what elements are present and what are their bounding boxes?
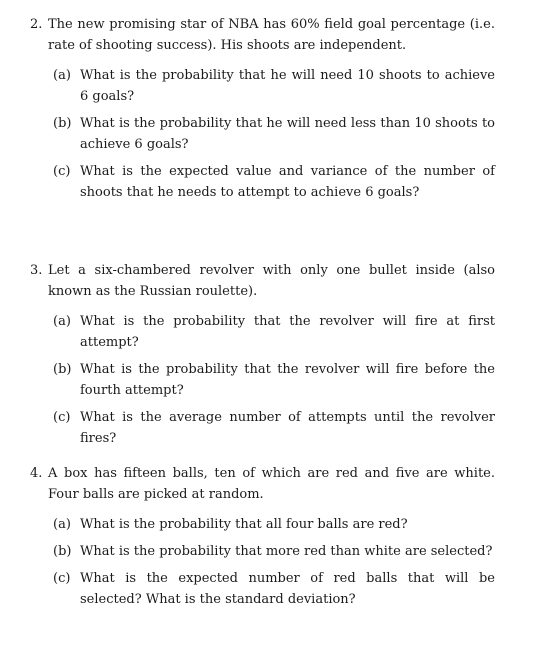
part-text: What is the probability that more red than white are selected?	[80, 544, 493, 559]
part-c	[53, 161, 495, 203]
part-text: What is the probability that the revolver will fire at first attempt?	[80, 314, 495, 350]
problem-parts	[30, 65, 495, 203]
problem-parts	[30, 311, 495, 449]
part-text: What is the average number of attempts until the revolver fires?	[80, 410, 495, 446]
problem-statement	[30, 260, 495, 302]
part-text: What is the expected value and variance of the number of shoots that he needs to attempt to achieve 6 goals?	[80, 164, 495, 200]
part-text: What is the probability that the revolver will fire before the fourth attempt?	[80, 362, 495, 398]
problem-4	[30, 463, 495, 616]
part-a	[53, 514, 495, 535]
problem-text: A box has fifteen balls, ten of which are red and five are white. Four balls are picked at random.	[48, 466, 495, 502]
part-a	[53, 311, 495, 353]
part-label: (c)	[53, 410, 71, 425]
part-label: (a)	[53, 314, 71, 329]
problem-number: 4.	[30, 466, 43, 481]
problem-3	[30, 260, 495, 455]
part-label: (a)	[53, 68, 71, 83]
problem-statement	[30, 14, 495, 56]
part-c	[53, 407, 495, 449]
part-a	[53, 65, 495, 107]
part-label: (a)	[53, 517, 71, 532]
part-b	[53, 113, 495, 155]
problem-number: 2.	[30, 17, 43, 32]
problem-parts	[30, 514, 495, 610]
part-text: What is the probability that all four balls are red?	[80, 517, 408, 532]
problem-text: Let a six-chambered revolver with only one bullet inside (also known as the Russian roulette).	[48, 263, 495, 299]
part-label: (b)	[53, 362, 72, 377]
part-c	[53, 568, 495, 610]
part-label: (b)	[53, 544, 72, 559]
problem-2	[30, 14, 495, 209]
problem-number: 3.	[30, 263, 43, 278]
part-label: (c)	[53, 571, 71, 586]
part-text: What is the expected number of red balls that will be selected? What is the standard deviation?	[80, 571, 495, 607]
part-b	[53, 541, 495, 562]
part-text: What is the probability that he will need 10 shoots to achieve 6 goals?	[80, 68, 495, 104]
part-label: (c)	[53, 164, 71, 179]
problem-text: The new promising star of NBA has 60% field goal percentage (i.e. rate of shooting success). His shoots are independent.	[48, 17, 495, 53]
part-b	[53, 359, 495, 401]
problem-statement	[30, 463, 495, 505]
part-text: What is the probability that he will need less than 10 shoots to achieve 6 goals?	[80, 116, 495, 152]
part-label: (b)	[53, 116, 72, 131]
